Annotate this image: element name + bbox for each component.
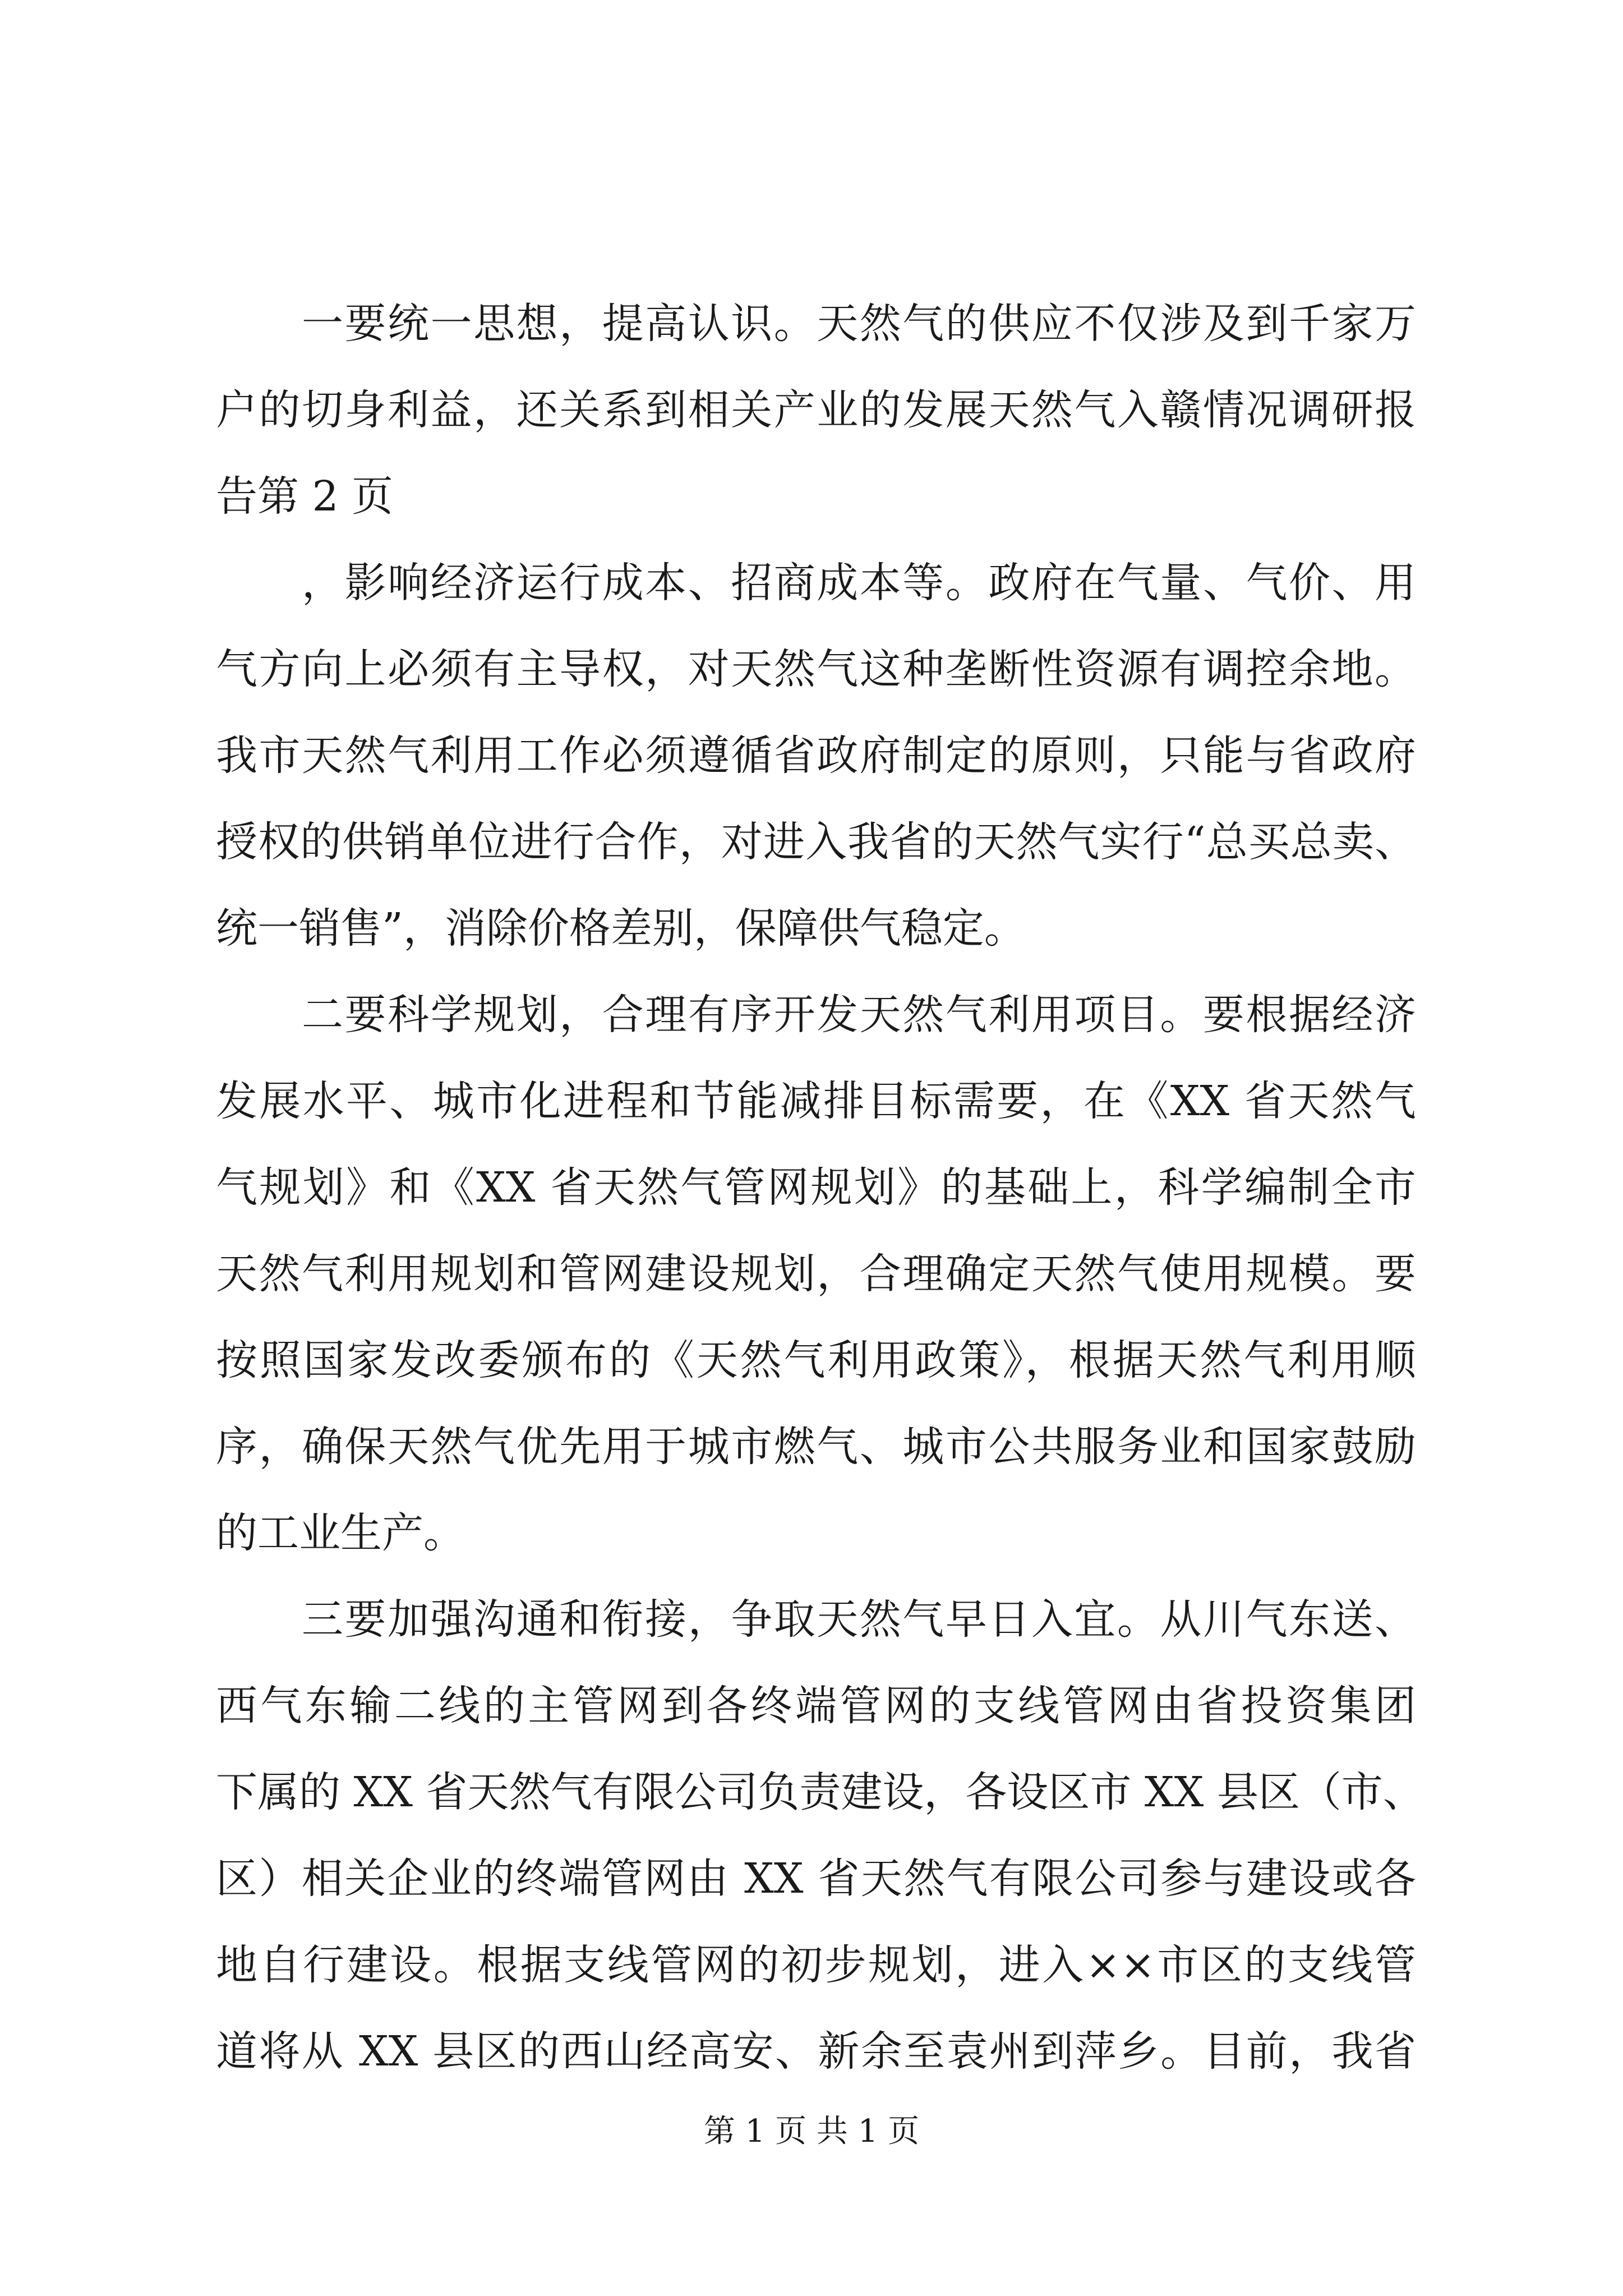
text-line: 统一销售”，消除价格差别，保障供气稳定。 <box>216 904 1026 953</box>
text-line: ，影响经济运行成本、招商成本等。政府在气量、气价、用 <box>216 559 1416 607</box>
text-line: 道将从 XX 县区的西山经高安、新余至袁州到萍乡。目前，我省 <box>216 2027 1416 2076</box>
text-line: 的工业生产。 <box>216 1509 465 1557</box>
text-line: 授权的供销单位进行合作，对进入我省的天然气实行“总买总卖、 <box>216 818 1416 866</box>
text-line: 序，确保天然气优先用于城市燃气、城市公共服务业和国家鼓励 <box>216 1423 1416 1471</box>
text-line: 告第 2 页 <box>216 472 394 521</box>
text-line: 气方向上必须有主导权，对天然气这种垄断性资源有调控余地。 <box>216 645 1416 693</box>
text-line: 户的切身利益，还关系到相关产业的发展天然气入赣情况调研报 <box>216 386 1416 434</box>
text-line: 下属的 XX 省天然气有限公司负责建设，各设区市 XX 县区（市、 <box>216 1768 1424 1816</box>
text-line: 二要科学规划，合理有序开发天然气利用项目。要根据经济 <box>216 991 1416 1039</box>
page-number: 第 1 页 共 1 页 <box>703 2113 920 2150</box>
text-line: 三要加强沟通和衔接，争取天然气早日入宜。从川气东送、 <box>216 1595 1416 1644</box>
text-line: 我市天然气利用工作必须遵循省政府制定的原则，只能与省政府 <box>216 731 1416 780</box>
text-line: 气规划》和《XX 省天然气管网规划》的基础上，科学编制全市 <box>216 1163 1416 1212</box>
text-line: 按照国家发改委颁布的《天然气利用政策》，根据天然气利用顺 <box>216 1336 1416 1384</box>
text-line: 西气东输二线的主管网到各终端管网的支线管网由省投资集团 <box>216 1682 1416 1730</box>
document-body <box>216 280 1424 2095</box>
text-line: 区）相关企业的终端管网由 XX 省天然气有限公司参与建设或各 <box>216 1855 1416 1903</box>
page-footer <box>0 2109 1623 2154</box>
text-line: 发展水平、城市化进程和节能减排目标需要，在《XX 省天然气 <box>216 1077 1416 1125</box>
text-line: 地自行建设。根据支线管网的初步规划，进入××市区的支线管 <box>216 1941 1416 1989</box>
text-line: 天然气利用规划和管网建设规划，合理确定天然气使用规模。要 <box>216 1250 1416 1298</box>
text-line: 一要统一思想，提高认识。天然气的供应不仅涉及到千家万 <box>216 300 1416 348</box>
